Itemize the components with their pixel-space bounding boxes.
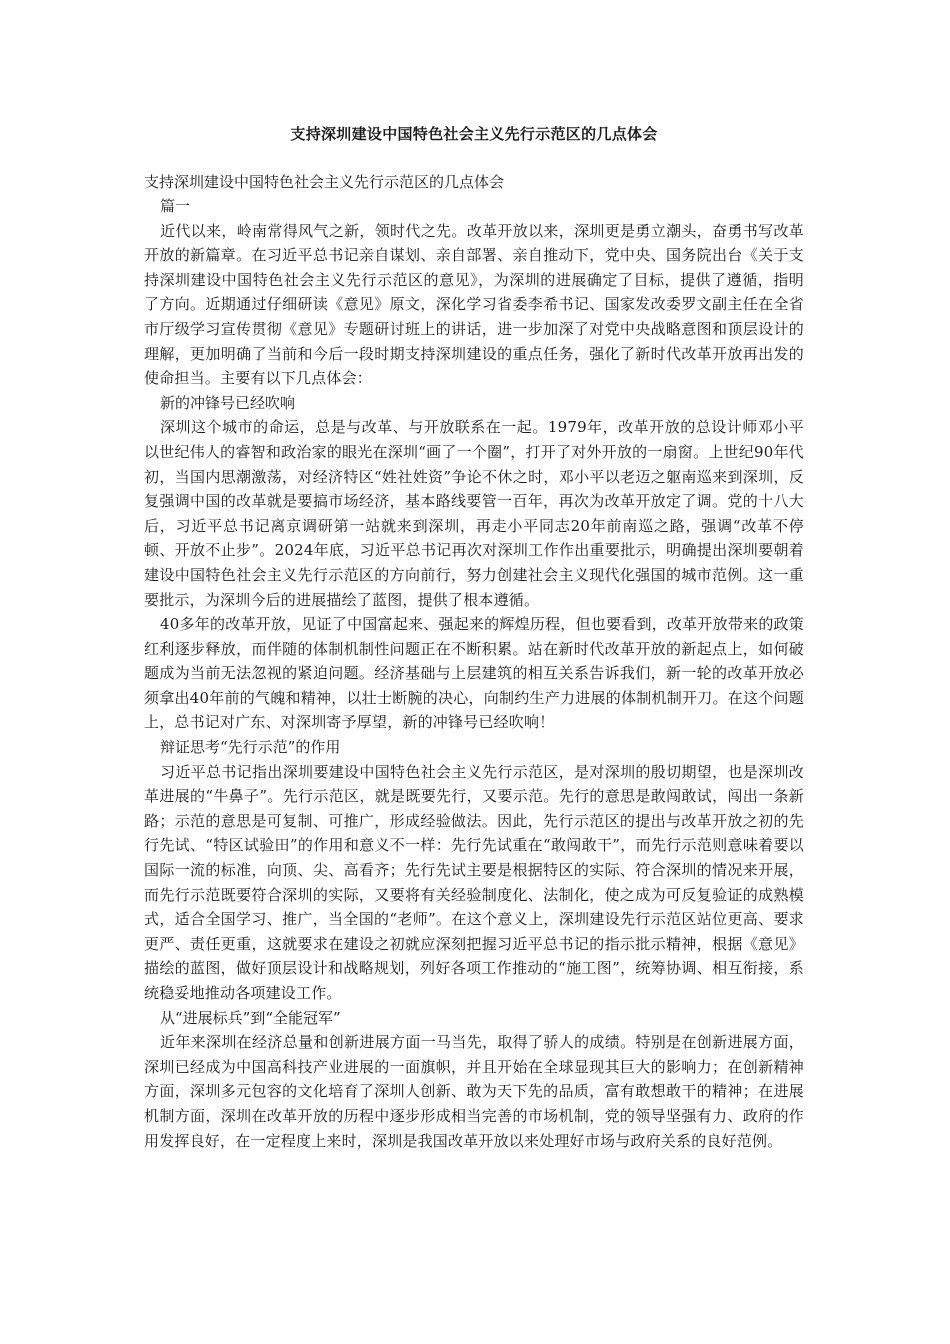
document-subtitle: 支持深圳建设中国特色社会主义先行示范区的几点体会 — [144, 173, 505, 191]
section-heading-1: 新的冲锋号已经吹响 — [160, 393, 296, 412]
paragraph-history: 深圳这个城市的命运，总是与改革、与开放联系在一起。1979年，改革开放的总设计师邓小平以世纪伟人的睿智和政治家的眼光在深圳“画了一个圈”，打开了对外开放的一扇窗。上世纪90年代初，当国内思潮激荡，对经济特区“姓社姓资”争论不休之时，邓小平以老迈之躯南巡来到深圳，反复强调中国的改革就是要搞市场经济，基本路线要管一百年，再次为改革开放定了调。党的十八大后，习近平总书记离京调研第一站就来到深圳，再走小平同志20年前南巡之路，强调“改革不停顿、开放不止步”。2024年底，习近平总书记再次对深圳工作作出重要批示，明确提出深圳要朝着建设中国特色社会主义先行示范区的方向前行，努力创建社会主义现代化强国的城市范例。这一重要批示，为深圳今后的进展描绘了蓝图，提供了根本遵循。 — [144, 418, 804, 609]
paragraph-achievements: 近年来深圳在经济总量和创新进展方面一马当先，取得了骄人的成绩。特别是在创新进展方面，深圳已经成为中国高科技产业进展的一面旗帜，并且开始在全球显现其巨大的影响力；在创新精神方面，深圳多元包容的文化培育了深圳人创新、敢为天下先的品质，富有敢想敢干的精神；在进展机制方面，深圳在改革开放的历程中逐步形成相当完善的市场机制，党的领导坚强有力、政府的作用发挥良好，在一定程度上来时，深圳是我国改革开放以来处理好市场与政府关系的良好范例。 — [144, 1033, 804, 1150]
part-label: 篇一 — [160, 197, 191, 215]
section-heading-2: 辩证思考“先行示范”的作用 — [160, 738, 341, 757]
document-page — [144, 122, 804, 1153]
paragraph-demonstration: 习近平总书记指出深圳要建设中国特色社会主义先行示范区，是对深圳的殷切期望，也是深圳改革进展的“牛鼻子”。先行示范区，就是既要先行，又要示范。先行的意思是敢闯敢试，闯出一条新路；示范的意思是可复制、可推广，形成经验做法。因此，先行示范区的提出与改革开放之初的先行先试、“特区试验田”的作用和意义不一样：先行先试重在“敢闯敢干”，而先行示范则意味着要以国际一流的标准，向顶、尖、高看齐；先行先试主要是根据特区的实际、符合深圳的情况来开展，而先行示范既要符合深圳的实际，又要将有关经验制度化、法制化，使之成为可反复验证的成熟模式，适合全国学习、推广，当全国的“老师”。在这个意义上，深圳建设先行示范区站位更高、要求更严、责任更重，这就要求在建设之初就应深刻把握习近平总书记的指示批示精神，根据《意见》描绘的蓝图，做好顶层设计和战略规划，列好各项工作推动的“施工图”，统筹协调、相互衔接，系统稳妥地推动各项建设工作。 — [144, 762, 804, 1002]
paragraph-reform: 40多年的改革开放，见证了中国富起来、强起来的辉煌历程，但也要看到，改革开放带来的政策红利逐步释放，而伴随的体制机制性问题正在不断积累。站在新时代改革开放的新起点上，如何破题成为当前无法忽视的紧迫问题。经济基础与上层建筑的相互关系告诉我们，新一轮的改革开放必须拿出40年前的气魄和精神，以壮士断腕的决心，向制约生产力进展的体制机制开刀。在这个问题上，总书记对广东、对深圳寄予厚望，新的冲锋号已经吹响！ — [144, 615, 804, 732]
paragraph-intro: 近代以来，岭南常得风气之新，领时代之先。改革开放以来，深圳更是勇立潮头，奋勇书写改革开放的新篇章。在习近平总书记亲自谋划、亲自部署、亲自推动下，党中央、国务院出台《关于支持深圳建设中国特色社会主义先行示范区的意见》，为深圳的进展确定了目标，提供了遵循，指明了方向。近期通过仔细研读《意见》原文，深化学习省委李希书记、国家发改委罗文副主任在全省市厅级学习宣传贯彻《意见》专题研讨班上的讲话，进一步加深了对党中央战略意图和顶层设计的理解，更加明确了当前和今后一段时期支持深圳建设的重点任务，强化了新时代改革开放再出发的使命担当。主要有以下几点体会： — [144, 221, 804, 388]
section-heading-3: 从“进展标兵”到“全能冠军” — [160, 1008, 341, 1027]
document-title: 支持深圳建设中国特色社会主义先行示范区的几点体会 — [290, 125, 658, 143]
